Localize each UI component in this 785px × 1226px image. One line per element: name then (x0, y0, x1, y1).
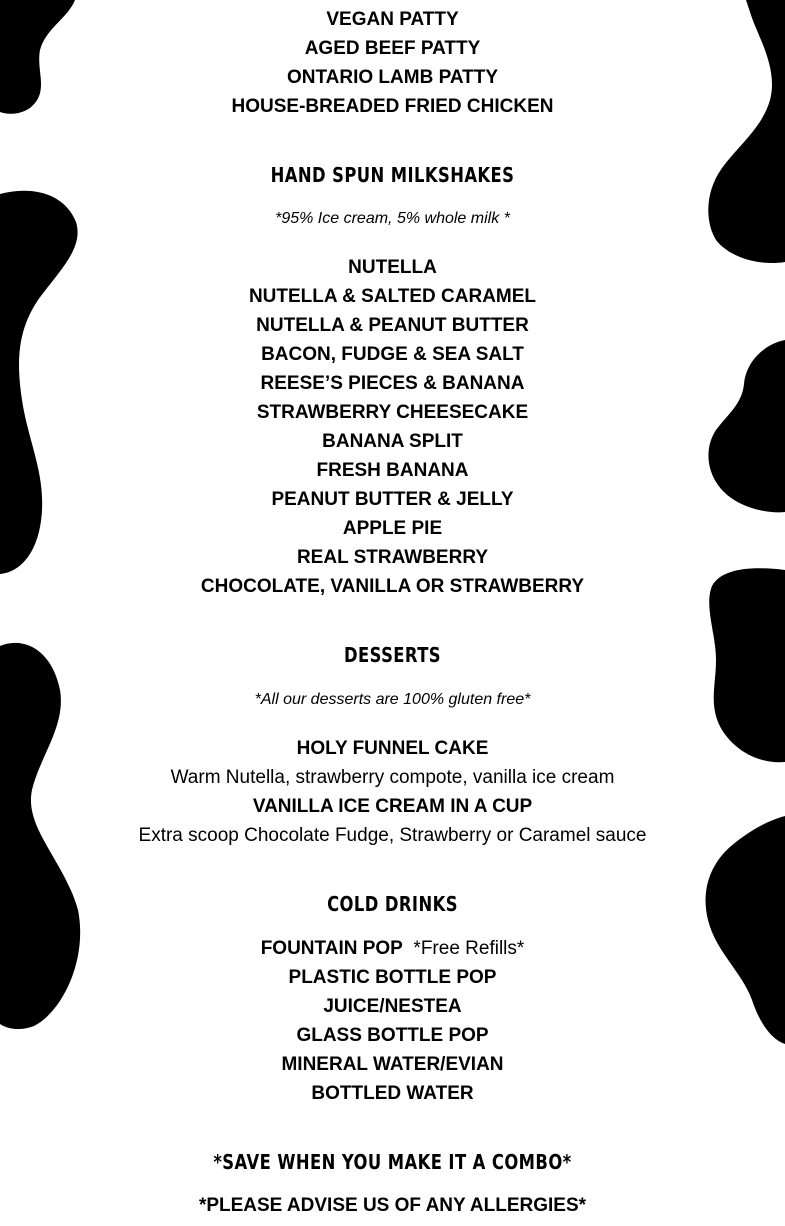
menu-item-aged-beef-patty: AGED BEEF PATTY (304, 38, 481, 59)
milkshake-item: NUTELLA & SALTED CARAMEL (248, 286, 537, 307)
menu-item-ontario-lamb-patty: ONTARIO LAMB PATTY (286, 67, 499, 88)
allergies-notice: *PLEASE ADVISE US OF ANY ALLERGIES* (198, 1195, 587, 1216)
fountain-pop-note: *Free Refills* (413, 938, 525, 959)
menu-item-vegan-patty: VEGAN PATTY (326, 9, 459, 30)
milkshake-item: BACON, FUDGE & SEA SALT (261, 344, 524, 365)
section-heading-desserts: DESSERTS (343, 643, 442, 667)
milkshake-item: REESE’S PIECES & BANANA (260, 373, 525, 394)
drink-item: MINERAL WATER/EVIAN (281, 1054, 504, 1075)
dessert-desc-ice-cream: Extra scoop Chocolate Fudge, Strawberry or Caramel sauce (138, 825, 647, 846)
drink-item: JUICE/NESTEA (323, 996, 462, 1017)
dessert-item-funnel-cake: HOLY FUNNEL CAKE (296, 738, 489, 759)
menu-item-fried-chicken: HOUSE-BREADED FRIED CHICKEN (231, 96, 554, 117)
milkshake-item: BANANA SPLIT (322, 431, 463, 452)
combo-banner: *SAVE WHEN YOU MAKE IT A COMBO* (213, 1150, 572, 1174)
section-heading-cold-drinks: COLD DRINKS (327, 892, 458, 916)
milkshake-item: STRAWBERRY CHEESECAKE (256, 402, 529, 423)
drink-item: PLASTIC BOTTLE POP (288, 967, 497, 988)
drink-item: GLASS BOTTLE POP (296, 1025, 489, 1046)
section-heading-milkshakes: HAND SPUN MILKSHAKES (270, 163, 515, 187)
milkshake-item: PEANUT BUTTER & JELLY (271, 489, 514, 510)
milkshake-item: NUTELLA & PEANUT BUTTER (256, 315, 529, 336)
milkshake-item: FRESH BANANA (316, 460, 469, 481)
milkshake-item: REAL STRAWBERRY (296, 547, 489, 568)
drink-label-fountain-pop: FOUNTAIN POP (260, 938, 403, 959)
milkshake-item: CHOCOLATE, VANILLA OR STRAWBERRY (200, 576, 585, 597)
drink-item-fountain-pop (0, 934, 785, 963)
milkshakes-note: *95% Ice cream, 5% whole milk * (275, 210, 510, 227)
drink-item: BOTTLED WATER (311, 1083, 474, 1104)
milkshake-item: APPLE PIE (342, 518, 443, 539)
dessert-desc-funnel-cake: Warm Nutella, strawberry compote, vanilla ice cream (170, 767, 615, 788)
milkshake-item: NUTELLA (348, 257, 437, 278)
dessert-item-ice-cream: VANILLA ICE CREAM IN A CUP (252, 796, 533, 817)
desserts-note: *All our desserts are 100% gluten free* (254, 691, 531, 708)
